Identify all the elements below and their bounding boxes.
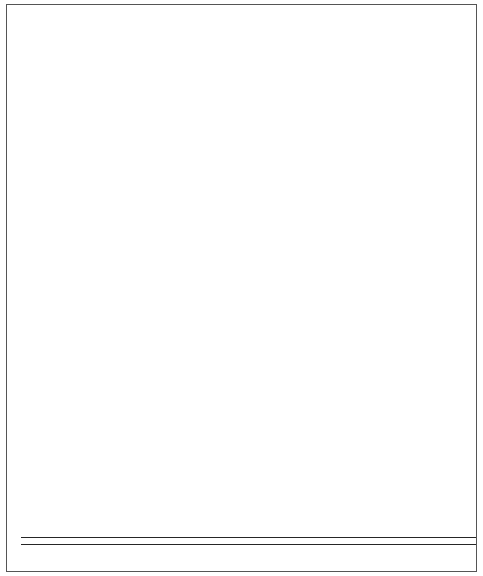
document-frame [6,4,477,572]
document-body-text [21,17,476,513]
bottom-rule [21,544,476,545]
footer-divider [21,537,476,538]
document-content [21,15,476,563]
document-footer [21,543,476,563]
